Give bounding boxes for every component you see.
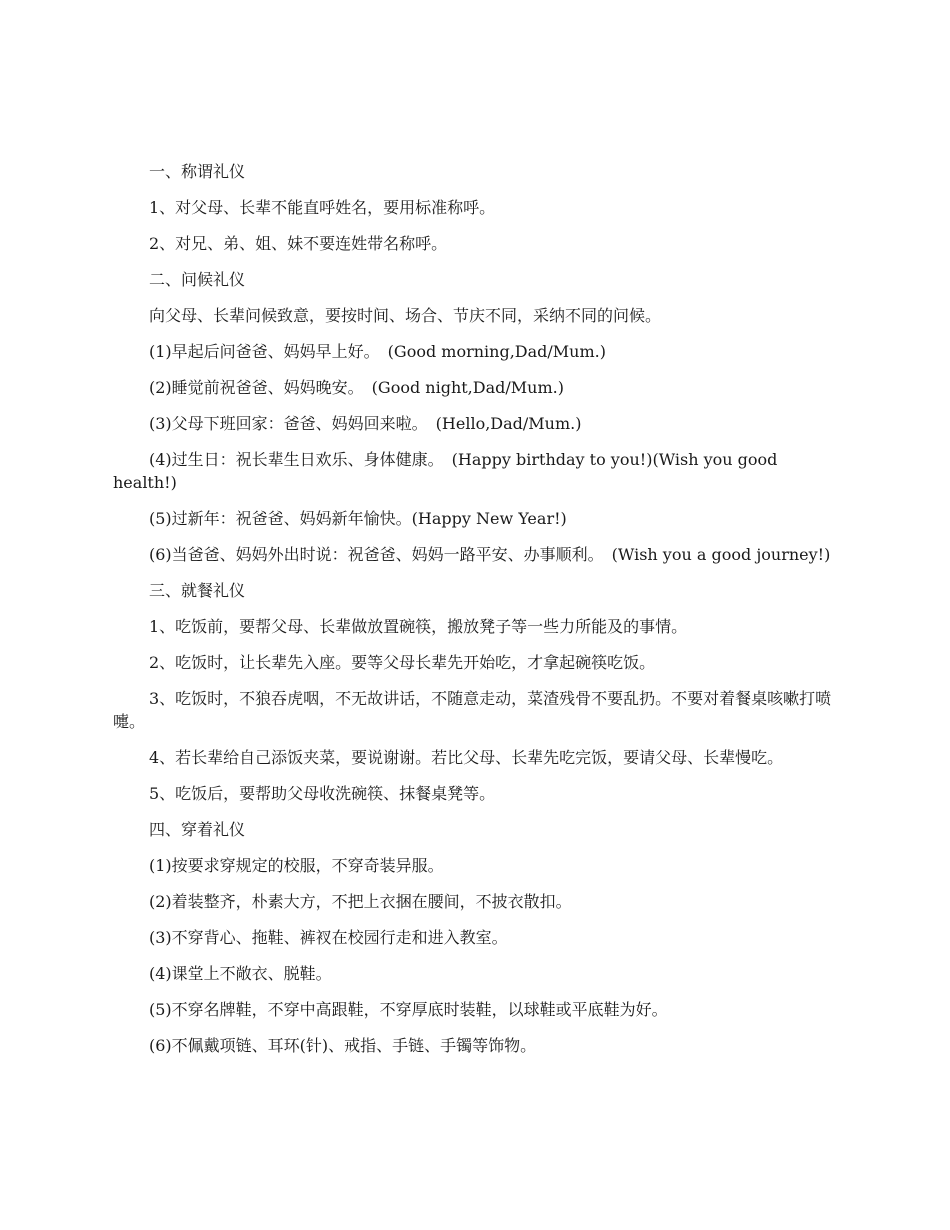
document-body bbox=[113, 160, 835, 1070]
list-item: (2)睡觉前祝爸爸、妈妈晚安。 (Good night,Dad/Mum.) bbox=[149, 378, 564, 397]
list-item: (6)不佩戴项链、耳环(针)、戒指、手链、手镯等饰物。 bbox=[149, 1036, 537, 1055]
list-item: (3)父母下班回家：爸爸、妈妈回来啦。 (Hello,Dad/Mum.) bbox=[149, 414, 582, 433]
list-item: 4、若长辈给自己添饭夹菜，要说谢谢。若比父母、长辈先吃完饭，要请父母、长辈慢吃。 bbox=[149, 748, 784, 767]
list-item: (5)不穿名牌鞋，不穿中高跟鞋，不穿厚底时装鞋，以球鞋或平底鞋为好。 bbox=[149, 1000, 668, 1019]
list-item: (2)着装整齐，朴素大方，不把上衣捆在腰间，不披衣散扣。 bbox=[149, 892, 572, 911]
list-item: 5、吃饭后，要帮助父母收洗碗筷、抹餐桌凳等。 bbox=[149, 784, 496, 803]
section-heading-dining-etiquette: 三、就餐礼仪 bbox=[149, 581, 246, 600]
list-item: 1、吃饭前，要帮父母、长辈做放置碗筷，搬放凳子等一些力所能及的事情。 bbox=[149, 617, 688, 636]
list-item: (4)过生日：祝长辈生日欢乐、身体健康。 (Happy birthday to you!)(Wish you good health!) bbox=[113, 450, 778, 492]
list-item: (6)当爸爸、妈妈外出时说：祝爸爸、妈妈一路平安、办事顺利。 (Wish you a good journey!) bbox=[149, 545, 831, 564]
section-heading-address-etiquette: 一、称谓礼仪 bbox=[149, 162, 246, 181]
list-item: (3)不穿背心、拖鞋、裤衩在校园行走和进入教室。 bbox=[149, 928, 508, 947]
list-item: 3、吃饭时，不狼吞虎咽，不无故讲话，不随意走动，菜渣残骨不要乱扔。不要对着餐桌咳嗽打喷嚏。 bbox=[113, 689, 832, 731]
list-item: (4)课堂上不敞衣、脱鞋。 bbox=[149, 964, 332, 983]
list-item: (5)过新年：祝爸爸、妈妈新年愉快。(Happy New Year!) bbox=[149, 509, 567, 528]
paragraph-intro: 向父母、长辈问候致意，要按时间、场合、节庆不同，采纳不同的问候。 bbox=[149, 306, 662, 325]
list-item: 2、吃饭时，让长辈先入座。要等父母长辈先开始吃，才拿起碗筷吃饭。 bbox=[149, 653, 656, 672]
list-item: (1)早起后问爸爸、妈妈早上好。 (Good morning,Dad/Mum.) bbox=[149, 342, 606, 361]
section-heading-dress-etiquette: 四、穿着礼仪 bbox=[149, 820, 246, 839]
list-item: (1)按要求穿规定的校服，不穿奇装异服。 bbox=[149, 856, 444, 875]
list-item: 1、对父母、长辈不能直呼姓名，要用标准称呼。 bbox=[149, 198, 496, 217]
list-item: 2、对兄、弟、姐、妹不要连姓带名称呼。 bbox=[149, 234, 448, 253]
section-heading-greeting-etiquette: 二、问候礼仪 bbox=[149, 270, 246, 289]
